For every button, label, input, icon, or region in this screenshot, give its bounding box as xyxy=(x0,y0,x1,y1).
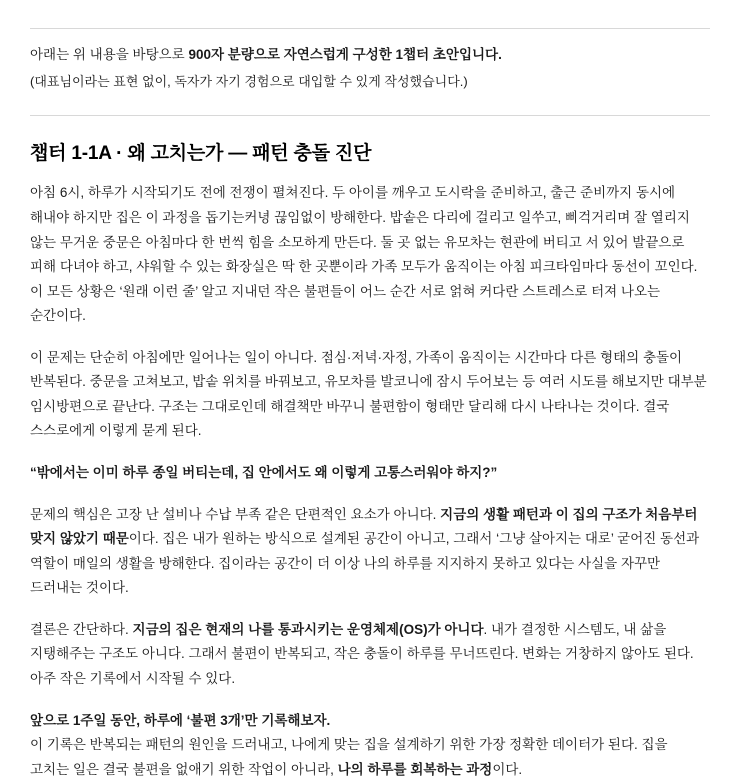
paragraph-4-segment-2: . 내가 결정한 시스템도, 내 삶을 지탱해주는 구조도 아니다. 그래서 불편이 반복되고, 작은 충돌이 하루를 무너뜨린다. 변화는 거창하지 않아도 된다. 아주 작은 기록에서 시작될 수 있다. xyxy=(30,621,694,686)
divider-top xyxy=(30,28,710,29)
closing-body xyxy=(30,733,710,782)
closing-segment-1: 이 기록은 반복되는 패턴의 원인을 드러내고, 나에게 맞는 집을 설계하기 위한 가장 정확한 데이터가 된다. 집을 고치는 일은 결국 불편을 없애기 위한 작업이 아니라, xyxy=(30,737,668,777)
body-paragraph-3 xyxy=(30,503,710,601)
paragraph-3-segment-2: 이다. 집은 내가 원하는 방식으로 설계된 공간이 아니고, 그래서 ‘그냥 살아지는 대로’ 굳어진 동선과 역할이 매일의 생활을 방해한다. 집이라는 공간이 더 이상 나의 하루를 지지하지 못하고 있다는 사실을 자꾸만 드러내는 것이다. xyxy=(30,531,700,596)
chapter-title: 챕터 1-1A · 왜 고치는가 — 패턴 충돌 진단 xyxy=(30,143,372,165)
closing-segment-2: 이다. xyxy=(492,761,523,777)
divider-mid xyxy=(30,115,710,116)
closing-lead: 앞으로 1주일 동안, 하루에 ‘불편 3개’만 기록해보자. xyxy=(30,712,331,728)
body-paragraph-2: 이 문제는 단순히 아침에만 일어나는 일이 아니다. 점심·저녁·자정, 가족이 움직이는 시간마다 다른 형태의 충돌이 반복된다. 중문을 고쳐보고, 밥솥 위치를 바꿔보고, 유모차를 발코니에 잠시 두어보는 등 여러 시도를 해보지만 대부분 임시방편으로 끝난다. 구조는 그대로인데 해결책만 바꾸니 불편함이 형태만 달리해 다시 나타나는 것이다. 결국 스스로에게 이렇게 묻게 된다. xyxy=(30,349,707,439)
body-paragraph-1: 아침 6시, 하루가 시작되기도 전에 전쟁이 펼쳐진다. 두 아이를 깨우고 도시락을 준비하고, 출근 준비까지 동시에 해내야 하지만 집은 이 과정을 돕기는커녕 끊임없이 방해한다. 밥솥은 다리에 걸리고 일쑤고, 삐걱거리며 잘 열리지 않는 무거운 중문은 아침마다 한 번씩 힘을 소모하게 만든다. 둘 곳 없는 유모차는 현관에 버티고 서 있어 발끝으로 피해 다녀야 하고, 샤워할 수 있는 화장실은 딱 한 곳뿐이라 가족 모두가 움직이는 아침 피크타임마다 동선이 꼬인다. 이 모든 상황은 ‘원래 이런 줄’ 알고 지내던 작은 불편들이 어느 순간 서로 얽혀 커다란 스트레스로 터져 나오는 순간이다. xyxy=(30,185,698,324)
intro-note: (대표님이라는 표현 없이, 독자가 자기 경험으로 대입할 수 있게 작성했습니다.) xyxy=(30,73,468,89)
intro-line-prefix: 아래는 위 내용을 바탕으로 xyxy=(30,47,189,62)
paragraph-3-emphasis: 지금의 생활 패턴과 이 집의 구조가 처음부터 맞지 않았기 때문 xyxy=(30,506,698,547)
paragraph-4-segment-1: 결론은 간단하다. xyxy=(30,621,133,637)
paragraph-3-segment-1: 문제의 핵심은 고장 난 설비나 수납 부족 같은 단편적인 요소가 아니다. xyxy=(30,506,441,522)
closing-emphasis: 나의 하루를 회복하는 과정 xyxy=(337,761,493,777)
paragraph-4-emphasis: 지금의 집은 현재의 나를 통과시키는 운영체제(OS)가 아니다 xyxy=(132,621,484,637)
body-paragraph-4 xyxy=(30,618,710,692)
intro-line xyxy=(30,43,710,67)
intro-line-emphasis: 900자 분량으로 자연스럽게 구성한 1챕터 초안입니다. xyxy=(188,47,502,62)
pull-quote: “밖에서는 이미 하루 종일 버티는데, 집 안에서도 왜 이렇게 고통스러워야 하지?” xyxy=(30,465,498,480)
